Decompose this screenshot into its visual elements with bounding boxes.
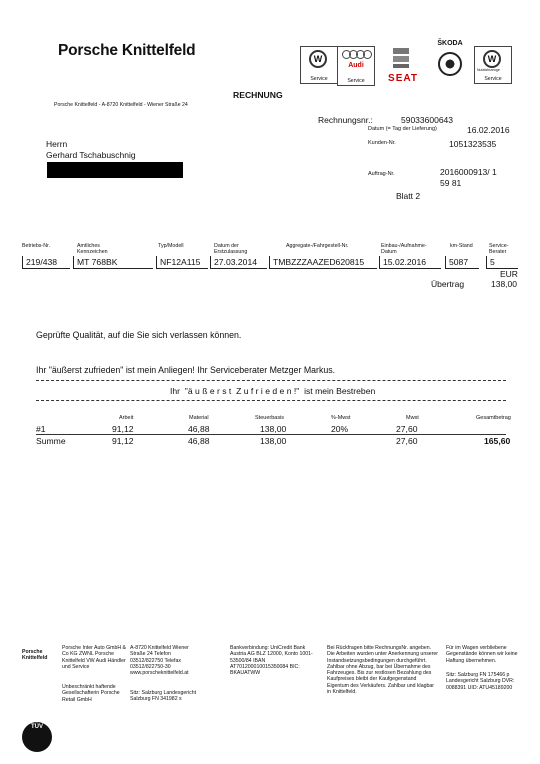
header-betriebs-nr: Betriebs-Nr. (22, 243, 50, 249)
value-aufnahme: 15.02.2016 (379, 256, 441, 269)
header-aufnahme: Einbau-/Aufnahme-Datum (381, 243, 427, 255)
vw-logo (300, 46, 338, 84)
sum-divider (36, 434, 506, 435)
order-number-label: Auftrag-Nr. (368, 171, 395, 177)
carry-over-value: 138,00 (491, 279, 517, 289)
audi-service-label: Service (347, 78, 365, 84)
sum-arbeit: 91,12 (112, 436, 134, 446)
order-number-2: 59 81 (440, 178, 462, 188)
value-km: 5087 (445, 256, 479, 269)
header-km: km-Stand (450, 243, 473, 249)
footer-liability: Für im Wagen verbliebene Gegenstände können wir keine Haftung übernehmen. (446, 645, 518, 664)
footer-register: Sitz: Salzburg Landesgericht Salzburg FN 341982 s (130, 690, 197, 703)
row1-basis: 138,00 (260, 424, 287, 434)
customer-number-label: Kunden-Nr. (368, 140, 396, 146)
order-number: 2016000913/ 1 (440, 167, 497, 177)
header-erstzulassung: Datum der Erstzulassung (214, 243, 248, 255)
sheet-number: Blatt 2 (396, 191, 421, 201)
sum-total: 165,60 (484, 436, 511, 446)
vw-nf-service-label: Service (484, 76, 502, 82)
footer-bank: Bankverbindung: UniCredit Bank Austria AG BLZ 12000, Konto 1001-53500/84 IBAN AT701200010015350084 BIC: BKAUATWW (230, 645, 313, 677)
recipient-salutation: Herrn (46, 139, 68, 149)
seat-logo (383, 46, 423, 84)
header-berater: Service-Berater (489, 243, 509, 255)
vw-nf-icon: W (483, 50, 501, 68)
divider-bottom (36, 400, 506, 401)
vw-icon: W (309, 50, 327, 68)
vw-nutzfahrzeuge-logo (474, 46, 512, 84)
audi-label: Audi (348, 62, 364, 69)
sum-label: Summe (36, 436, 66, 446)
invoice-date-label: Datum (= Tag der Lieferung) (368, 126, 437, 132)
footer-address: A-8720 Knittelfeld Wiener Straße 24 Telefon 03512/822750 Telefax 03512/822750-30 www.porscheknittelfeld.at (130, 645, 189, 677)
nf-sub-label: Nutzfahrzeuge (477, 68, 500, 72)
col-mwst-pct: %-Mwst (331, 415, 351, 421)
col-material: Material (189, 415, 209, 421)
skoda-label: ŠKODA (437, 40, 463, 47)
invoice-number-label: Rechnungsnr.: (318, 115, 373, 125)
invoice-number: 59033600643 (401, 115, 454, 125)
invoice-date: 16.02.2016 (467, 125, 510, 135)
quality-text: Geprüfte Qualität, auf die Sie sich verlassen können. (36, 330, 242, 340)
row1-mwst: 27,60 (396, 424, 418, 434)
carry-over-label: Übertrag (431, 279, 465, 289)
row1-pct: 20% (331, 424, 349, 434)
col-arbeit: Arbeit (119, 415, 134, 421)
redacted-address (47, 162, 183, 178)
slogan: Ihr "ä u ß e r s t Z u f r i e d e n !" ist mein Bestreben (170, 386, 376, 396)
advisor-text: Ihr "äußerst zufrieden" ist mein Anliegen! Ihr Serviceberater Metzger Markus. (36, 365, 336, 375)
audi-logo (337, 46, 375, 86)
footer-partner: Unbeschränkt haftende Gesellschafterin Porsche Retail GmbH (62, 684, 120, 703)
col-steuerbasis: Steuerbasis (255, 415, 285, 421)
currency: EUR (500, 269, 518, 279)
col-gesamt: Gesamtbetrag (476, 415, 511, 421)
value-typ: NF12A115 (156, 256, 208, 269)
sum-basis: 138,00 (260, 436, 287, 446)
sender-line: Porsche Knittelfeld - A-8720 Knittelfeld - Wiener Straße 24 (54, 102, 188, 108)
sum-mwst: 27,60 (396, 436, 418, 446)
header-kennzeichen: Amtliches Kennzeichen (77, 243, 108, 255)
header-typ: Typ/Modell (158, 243, 184, 249)
row1-arbeit: 91,12 (112, 424, 134, 434)
footer-terms: Bei Rückfragen bitte RechnungsNr. angeben. Die Arbeiten wurden unter Anerkennung unserer Instandsetzungsbedingungen durchgeführt. Zahlbar ohne Abzug, bar bei Übernahme des Fahrzeuges. Bis zur restlosen Bezahlung des Kaufpreises bleibt der Kaufgegenstand Eigentum des Verkäufers. Zahlbar und klagbar in Knittelfeld. (327, 645, 439, 696)
value-berater: 5 (486, 256, 518, 269)
col-mwst: Mwst (406, 415, 419, 421)
footer-brand: Porsche Knittelfeld (22, 649, 48, 662)
tuv-seal-icon (22, 722, 52, 752)
sum-material: 46,88 (188, 436, 210, 446)
company-name: Porsche Knittelfeld (58, 42, 196, 59)
seat-icon (393, 48, 409, 68)
vw-service-label: Service (310, 76, 328, 82)
recipient-name: Gerhard Tschabuschnig (46, 150, 136, 160)
value-fahrgestell: TMBZZZAAZED620815 (269, 256, 377, 269)
value-betriebs-nr: 219/438 (22, 256, 70, 269)
divider-top (36, 380, 506, 381)
value-kennzeichen: MT 768BK (73, 256, 153, 269)
header-fahrgestell: Aggregate-/Fahrgestell-Nr. (286, 243, 349, 249)
row1-label: #1 (36, 424, 46, 434)
document-title: RECHNUNG (233, 90, 283, 100)
audi-rings-icon (344, 50, 372, 59)
skoda-icon (438, 52, 462, 76)
footer-company: Porsche Inter Auto GmbH & Co KG ZWNL Porsche Knittelfeld VW Audi Händler und Service (62, 645, 127, 670)
tuv-label: TÜV (31, 724, 43, 730)
customer-number: 1051323535 (449, 139, 497, 149)
row1-material: 46,88 (188, 424, 210, 434)
footer-register-2: Sitz: Salzburg FN 175466 p Landesgericht Salzburg DVR: 0088391 UID: ATU45189200 (446, 672, 515, 691)
skoda-logo (431, 40, 469, 84)
value-erstzulassung: 27.03.2014 (210, 256, 267, 269)
seat-label: SEAT (388, 73, 418, 84)
